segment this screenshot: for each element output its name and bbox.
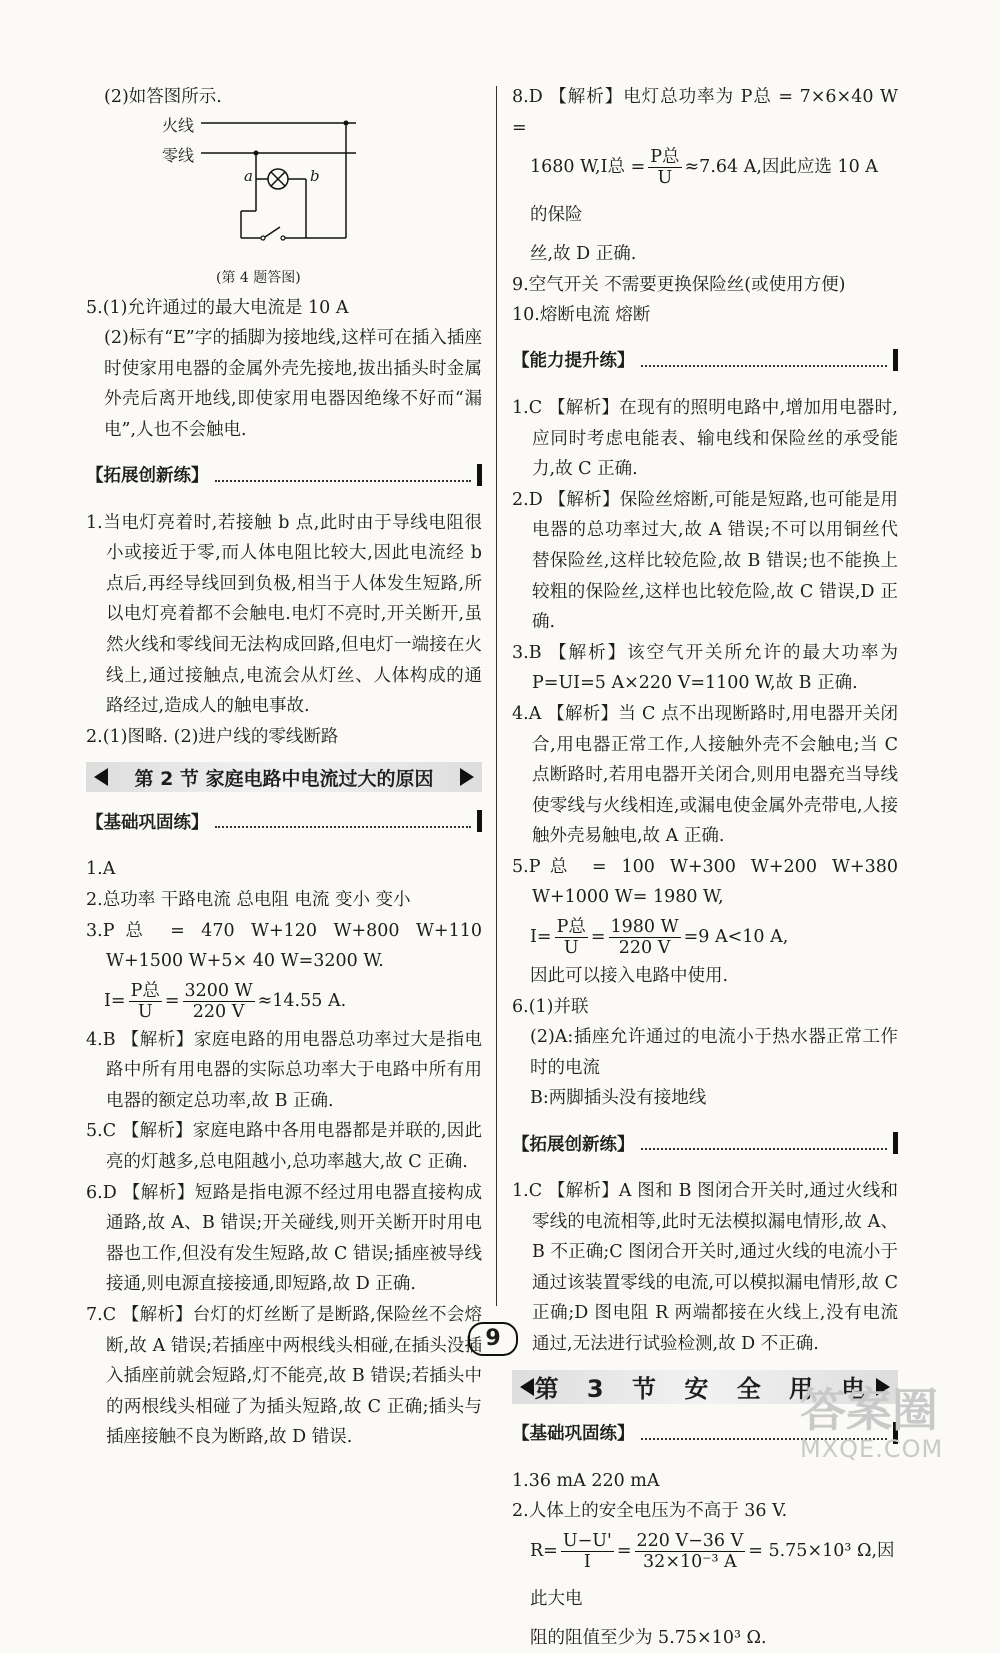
formula-text: =9 A<10 A, <box>683 927 789 948</box>
watermark-logo: 答案圈 <box>800 1383 938 1437</box>
section-header-tuozhan <box>86 458 482 492</box>
s3-answer-2-line3: 阻的阻值至少为 5.75×10³ Ω. <box>530 1627 767 1648</box>
left-arrow-icon <box>520 1378 534 1396</box>
fraction <box>635 1531 746 1572</box>
denominator: U <box>137 1001 153 1022</box>
point-a-label: a <box>244 166 253 185</box>
fraction <box>648 147 681 188</box>
jc-answer-5: 5.C 【解析】家庭电路中各用电器都是并联的,因此亮的灯越多,总电阻越小,总功率越大,故 C 正确. <box>86 1121 482 1173</box>
header-dots <box>215 826 472 828</box>
answer-5-1: 5.(1)允许通过的最大电流是 10 A <box>86 297 349 318</box>
page-number: 9 <box>468 1322 518 1356</box>
denominator: 220 V <box>618 938 671 959</box>
numerator: U−U' <box>562 1530 612 1551</box>
formula-text: ≈7.64 A,因此应选 10 A 的保险 <box>530 157 878 226</box>
tz-answer-2: 2.(1)图略. (2)进户线的零线断路 <box>86 726 339 747</box>
header-label: 【拓展创新练】 <box>86 466 209 487</box>
section-title-text: 第 3 节 安 全 用 电 <box>534 1375 876 1404</box>
point-b-label: b <box>310 166 320 185</box>
formula-text: ≈14.55 A. <box>257 990 347 1011</box>
answer-10: 10.熔断电流 熔断 <box>512 305 651 326</box>
formula-text: = 5.75×10³ Ω,因此大电 <box>530 1540 895 1609</box>
right-arrow-icon <box>460 768 474 786</box>
denominator: U <box>563 938 579 959</box>
header-bar <box>477 810 482 832</box>
header-bar <box>893 349 898 371</box>
nl-answer-2: 2.D 【解析】保险丝熔断,可能是短路,也可能是用电器的总功率过大,故 A 错误;不可以用铜丝代替保险丝,这样比较危险,故 B 错误;也不能换上较粗的保险丝,这样也比较危险,故 C 错误,D 正确. <box>512 489 898 633</box>
formula-text: I= <box>530 927 552 948</box>
header-label: 【基础巩固练】 <box>512 1424 635 1445</box>
formula-text: I= <box>104 990 126 1011</box>
answer-8-line3: 丝,故 D 正确. <box>530 244 637 265</box>
jc-answer-6: 6.D 【解析】短路是指电源不经过用电器直接构成通路,故 A、B 错误;开关碰线,则开关断开时用电器也工作,但没有发生短路,故 C 错误;插座被导线接通,则电源直接接通,即短路,故 D 正确. <box>86 1182 482 1295</box>
fraction <box>183 981 255 1022</box>
s3-answer-2: 2.人体上的安全电压为不高于 36 V. <box>512 1501 788 1522</box>
header-bar <box>893 1132 898 1154</box>
nl-answer-5-line3: 因此可以接入电路中使用. <box>530 966 729 987</box>
denominator: 220 V <box>192 1001 245 1022</box>
watermark-url: MXQE.COM <box>800 1435 944 1463</box>
jc-answer-3: 3.P总 = 470 W+120 W+800 W+110 W+1500 W+5× 40 W=3200 W. <box>86 920 482 972</box>
formula-text: 1680 W,I总 = <box>530 157 646 178</box>
nl-answer-3: 3.B 【解析】该空气开关所允许的最大功率为 P=UI=5 A×220 V=1100 W,故 B 正确. <box>512 642 898 694</box>
nl-answer-4: 4.A 【解析】当 C 点不出现断路时,用电器开关闭合,用电器正常工作,人接触外壳不会触电;当 C 点断路时,若用电器开关闭合,则用电器充当导线使零线与火线相连,或漏电使金属外壳带电,人接触外壳易触电,故 A 正确. <box>512 703 898 847</box>
watermark <box>800 1385 943 1463</box>
formula-text: = <box>164 990 180 1011</box>
jc-answer-7: 7.C 【解析】台灯的灯丝断了是断路,保险丝不会熔断,故 A 错误;若插座中两根线头相碰,在插头没插入插座前就会短路,灯不能亮,故 B 错误;若插头中的两根线头相碰了为插头短路,故 C 正确;插头与插座接触不良为断路,故 D 错误. <box>86 1305 482 1448</box>
header-label: 【拓展创新练】 <box>512 1134 635 1155</box>
section-header-jichu <box>86 804 482 838</box>
section-header-nengli <box>512 343 898 377</box>
answer-8-formula <box>512 143 898 239</box>
figure-caption: (第 4 题答图) <box>216 269 301 286</box>
header-dots <box>215 480 472 482</box>
numerator: P总 <box>556 917 586 938</box>
header-label: 【能力提升练】 <box>512 351 635 372</box>
denominator: 32×10⁻³ A <box>643 1551 737 1572</box>
tz2-answer-1: 1.C 【解析】A 图和 B 图闭合开关时,通过火线和零线的电流相等,此时无法模拟漏电情形,故 A、B 不正确;C 图闭合开关时,通过火线的电流小于通过该装置零线的电流,可以模拟漏电情形,故 C 正确;D 图电阻 R 两端都接在火线上,没有电流通过,无法进行试验检测,故 D 不正确. <box>512 1181 898 1354</box>
left-arrow-icon <box>94 768 108 786</box>
fraction <box>129 981 162 1022</box>
denominator: I <box>583 1551 591 1572</box>
fraction <box>609 917 681 958</box>
formula-text: R= <box>530 1540 558 1561</box>
s3-answer-1: 1.36 mA 220 mA <box>512 1470 660 1491</box>
nl-answer-6-2: (2)A:插座允许通过的电流小于热水器正常工作时的电流 <box>530 1027 898 1078</box>
left-column <box>86 82 482 1453</box>
jc-answer-4: 4.B 【解析】家庭电路的用电器总功率过大是指电路中所有用电器的实际总功率大于电路中所有用电器的额定总功率,故 B 正确. <box>86 1029 482 1111</box>
nl-answer-5-formula <box>512 913 898 961</box>
nl-answer-6-1: 6.(1)并联 <box>512 996 589 1017</box>
numerator: 1980 W <box>610 917 679 938</box>
s3-answer-2-formula <box>512 1527 898 1623</box>
answer-9: 9.空气开关 不需要更换保险丝(或使用方便) <box>512 274 846 295</box>
jc-answer-3-formula <box>86 977 482 1025</box>
numerator: 3200 W <box>184 980 253 1001</box>
formula-text: = <box>616 1540 632 1561</box>
tz-answer-1: 1.当电灯亮着时,若接触 b 点,此时由于导线电阻很小或接近于零,而人体电阻比较大,因此电流经 b 点后,再经导线回到负极,相当于人体发生短路,所以电灯亮着都不会触电.电灯不亮时,开关断开,虽然火线和零线间无法构成回路,但电灯一端接在火线上,通过接触点,电流会从灯丝、人体构成的通路经过,造成人的触电事故. <box>86 512 482 717</box>
nl-answer-6-3: B:两脚插头没有接地线 <box>530 1088 707 1109</box>
jc-answer-1: 1.A <box>86 859 116 880</box>
answer-4-2: (2)如答图所示. <box>104 87 222 107</box>
neutral-wire-label: 零线 <box>162 145 195 165</box>
answer-8-line1: 8.D 【解析】电灯总功率为 P总 = 7×6×40 W = <box>512 87 898 138</box>
fraction <box>555 917 588 958</box>
column-divider <box>496 86 497 1306</box>
nl-answer-5: 5.P总 = 100 W+300 W+200 W+380 W+1000 W= 1980 W, <box>512 856 898 908</box>
section-title-2 <box>86 762 482 792</box>
fire-wire-label: 火线 <box>162 115 195 135</box>
numerator: P总 <box>130 980 160 1001</box>
formula-text: = <box>590 927 606 948</box>
header-label: 【基础巩固练】 <box>86 812 209 833</box>
jc-answer-2: 2.总功率 干路电流 总电阻 电流 变小 变小 <box>86 889 411 910</box>
circuit-diagram <box>146 113 406 263</box>
header-dots <box>641 365 888 367</box>
denominator: U <box>657 168 673 189</box>
numerator: 220 V−36 V <box>636 1530 744 1551</box>
answer-5-2: (2)标有“E”字的插脚为接地线,这样可在插入插座时使家用电器的金属外壳先接地,拔出插头时金属外壳后离开地线,即使家用电器因绝缘不好而“漏电”,人也不会触电. <box>104 328 482 440</box>
section-title-text: 第 2 节 家庭电路中电流过大的原因 <box>134 767 434 790</box>
header-bar <box>477 464 482 486</box>
fraction <box>561 1531 614 1572</box>
numerator: P总 <box>650 147 680 168</box>
nl-answer-1: 1.C 【解析】在现有的照明电路中,增加用电器时,应同时考虑电能表、输电线和保险丝的承受能力,故 C 正确. <box>512 397 898 480</box>
header-dots <box>641 1148 888 1150</box>
section-header-tuozhan-2 <box>512 1126 898 1160</box>
